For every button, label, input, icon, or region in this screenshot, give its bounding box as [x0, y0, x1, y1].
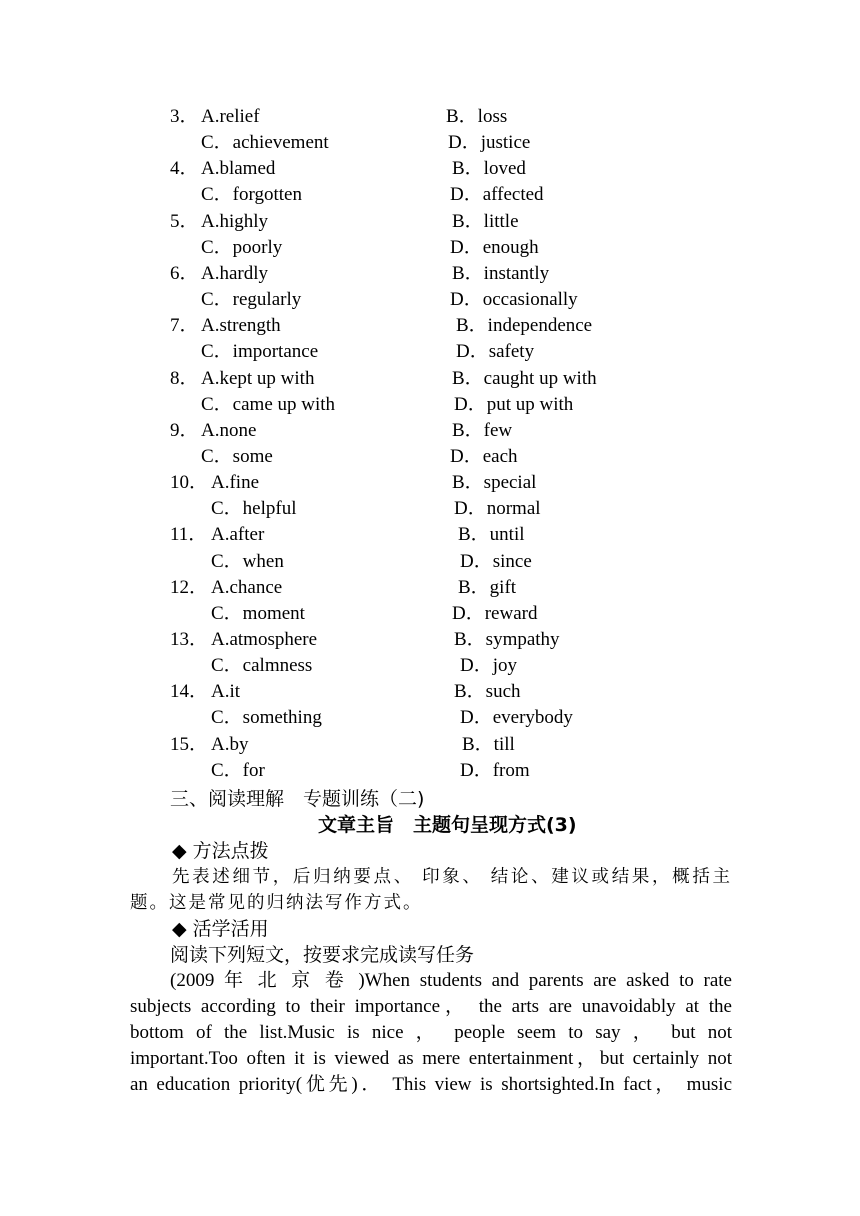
option-a: A.atmosphere: [211, 629, 318, 650]
option-a: A.after: [211, 524, 265, 546]
question-number: 12．: [170, 576, 209, 598]
option-a: A.chance: [211, 576, 283, 598]
option-c: C．for: [211, 759, 265, 781]
option-c: C．importance: [201, 341, 319, 363]
option-c: C．poorly: [201, 236, 283, 258]
instruction-text: 阅读下列短文，按要求完成读写任务: [170, 944, 475, 966]
subtitle: 文章主旨 主题句呈现方式(3): [318, 814, 577, 836]
option-a: A.highly: [201, 210, 269, 232]
option-d: D．reward: [452, 602, 538, 624]
question-number: 3．: [170, 106, 199, 127]
option-b: B．special: [452, 472, 537, 494]
option-c: C．helpful: [211, 498, 297, 520]
method-paragraph: [130, 864, 732, 916]
option-c: C．when: [211, 550, 284, 572]
method-text-line-1: 先表述细节，后归纳要点、 印象、 结论、建议或结果，概括主: [172, 867, 732, 887]
practice-heading: ◆ 活学活用: [172, 918, 269, 940]
option-a: A.by: [211, 733, 249, 755]
question-number: 6．: [170, 262, 199, 284]
option-d: D．normal: [454, 498, 541, 520]
option-a: A.relief: [201, 106, 260, 127]
option-b: B．such: [454, 681, 521, 703]
reading-passage: [130, 968, 732, 1098]
option-b: B．loved: [452, 158, 526, 180]
option-c: C．came up with: [201, 393, 336, 415]
option-d: D．put up with: [454, 393, 574, 415]
question-number: 9．: [170, 419, 199, 441]
option-d: D．everybody: [460, 707, 573, 729]
option-c: C．forgotten: [201, 184, 302, 206]
method-text-line-2: 题。这是常见的归纳法写作方式。: [130, 893, 423, 913]
option-d: D．safety: [456, 341, 535, 363]
option-a: A.kept up with: [201, 367, 315, 389]
option-c: C．regularly: [201, 289, 302, 311]
passage-line: important.Too often it is viewed as mere entertainment，but certainly not: [130, 1048, 732, 1069]
option-b: B．until: [458, 524, 525, 546]
question-number: 8．: [170, 367, 199, 389]
option-c: C．calmness: [211, 655, 313, 677]
option-d: D．since: [460, 550, 532, 572]
option-c: C．some: [201, 445, 273, 467]
option-c: C．something: [211, 707, 322, 729]
option-d: D．from: [460, 759, 530, 781]
passage-line: an education priority(优先)． This view is shortsighted.In fact， music: [130, 1074, 732, 1095]
option-c: C．achievement: [201, 132, 329, 154]
question-number: 11．: [170, 524, 208, 546]
passage-line: bottom of the list.Music is nice ， people seem to say ， but not: [130, 1022, 732, 1043]
option-b: B．little: [452, 210, 519, 232]
question-number: 4．: [170, 158, 199, 180]
option-d: D．justice: [448, 132, 531, 154]
method-heading: ◆ 方法点拨: [172, 840, 269, 862]
passage-line: (2009 年 北 京 卷 )When students and parents are asked to rate: [170, 970, 732, 991]
question-number: 5．: [170, 210, 199, 232]
option-d: D．enough: [450, 236, 539, 258]
option-c: C．moment: [211, 602, 305, 624]
option-a: A.it: [211, 681, 241, 703]
option-a: A.hardly: [201, 262, 269, 284]
option-b: B．independence: [456, 315, 593, 337]
option-b: B．sympathy: [454, 629, 560, 650]
option-b: B．few: [452, 419, 513, 441]
option-d: D．each: [450, 445, 518, 467]
option-b: B．gift: [458, 576, 517, 598]
question-number: 15．: [170, 733, 209, 755]
option-a: A.none: [201, 419, 257, 441]
question-number: 7．: [170, 315, 199, 337]
option-a: A.strength: [201, 315, 281, 337]
option-b: B．instantly: [452, 262, 550, 284]
option-b: B．caught up with: [452, 367, 597, 389]
question-number: 14．: [170, 681, 209, 703]
option-b: B．loss: [446, 106, 508, 127]
option-b: B．till: [462, 733, 515, 755]
option-a: A.blamed: [201, 158, 276, 180]
option-d: D．joy: [460, 655, 518, 677]
option-a: A.fine: [211, 472, 260, 494]
option-d: D．occasionally: [450, 289, 578, 311]
question-number: 10．: [170, 472, 209, 494]
passage-line: subjects according to their importance， the arts are unavoidably at the: [130, 996, 732, 1017]
option-d: D．affected: [450, 184, 544, 206]
section-heading: 三、阅读理解 专题训练（二): [170, 788, 425, 810]
question-number: 13．: [170, 629, 209, 650]
